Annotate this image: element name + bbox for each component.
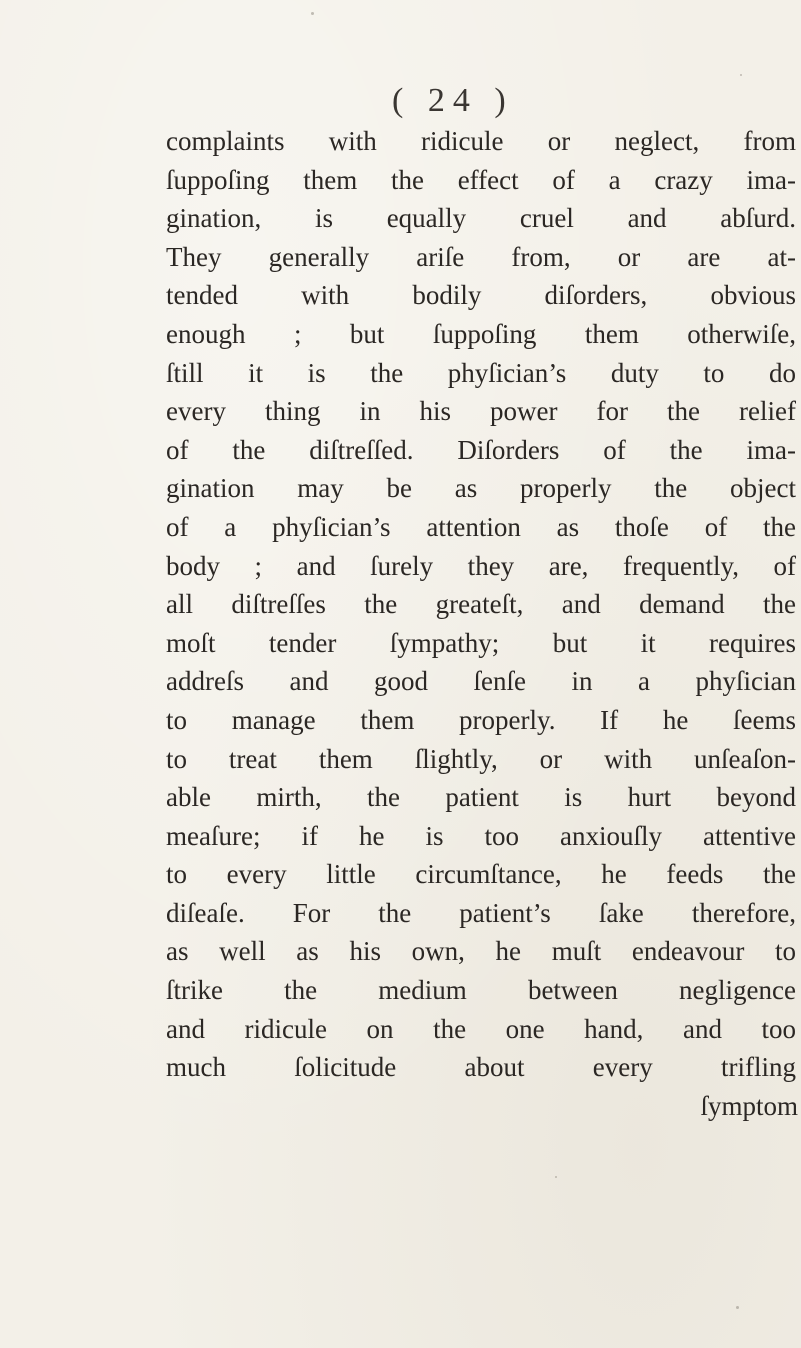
text-line: ſuppoſing them the effect of a crazy ima- [166, 164, 796, 195]
text-line: body ; and ſurely they are, frequently, of [166, 550, 796, 581]
text-line: meaſure; if he is too anxiouſly attentive [166, 820, 796, 851]
paper-speck [311, 12, 314, 15]
text-line: gination may be as properly the object [166, 473, 796, 504]
text-line: as well as his own, he muſt endeavour to [166, 936, 796, 967]
text-line: enough ; but ſuppoſing them otherwiſe, [166, 318, 796, 349]
text-line: of a phyſician’s attention as thoſe of the [166, 511, 796, 542]
text-line: and ridicule on the one hand, and too [166, 1013, 796, 1044]
page-number: ( 24 ) [392, 82, 514, 119]
text-line: to manage them properly. If he ſeems [166, 704, 796, 735]
catchword: ſymptom [700, 1090, 798, 1121]
text-line: much ſolicitude about every trifling [166, 1052, 796, 1083]
text-line: of the diſtreſſed. Diſorders of the ima- [166, 434, 796, 465]
text-line: to every little circumſtance, he feeds the [166, 859, 796, 890]
text-line: able mirth, the patient is hurt beyond [166, 782, 796, 813]
text-line: to treat them ſlightly, or with unſeaſon- [166, 743, 796, 774]
text-line: ſtill it is the phyſician’s duty to do [166, 357, 796, 388]
paper-speck [555, 1176, 557, 1178]
text-line: moſt tender ſympathy; but it requires [166, 627, 796, 658]
text-line: tended with bodily diſorders, obvious [166, 280, 796, 311]
paper-speck [740, 74, 742, 76]
text-line: addreſs and good ſenſe in a phyſician [166, 666, 796, 697]
text-line: all diſtreſſes the greateſt, and demand the [166, 589, 796, 620]
text-line: They generally ariſe from, or are at- [166, 241, 796, 272]
text-line: gination, is equally cruel and abſurd. [166, 203, 796, 234]
text-line: diſeaſe. For the patient’s ſake therefore, [166, 897, 796, 928]
paper-speck [736, 1306, 739, 1309]
text-line: every thing in his power for the relief [166, 396, 796, 427]
text-line: ſtrike the medium between negligence [166, 975, 796, 1006]
body-text [166, 122, 798, 1125]
text-line: complaints with ridicule or neglect, from [166, 126, 796, 156]
